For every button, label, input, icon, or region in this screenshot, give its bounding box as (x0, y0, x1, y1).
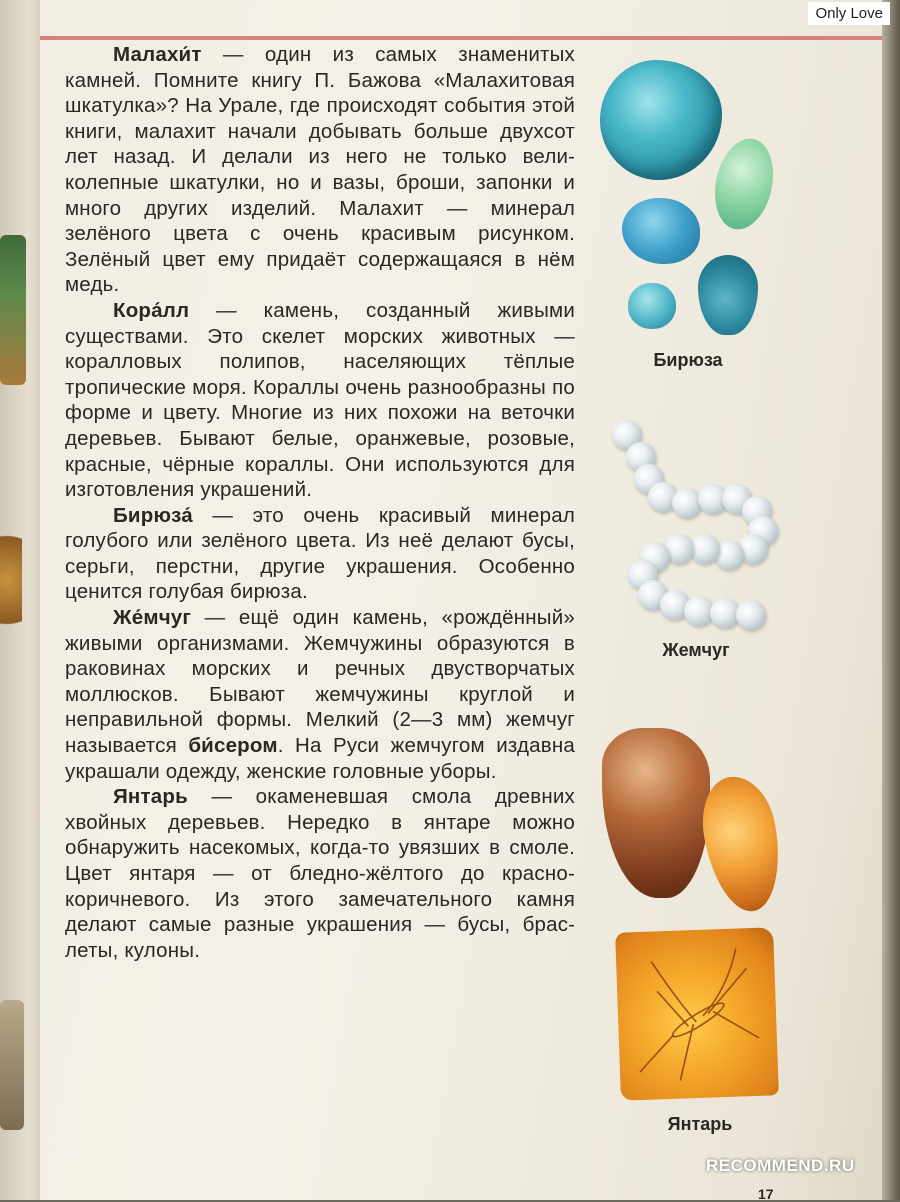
caption-pearl: Жемчуг (662, 640, 730, 660)
amber-stone-image (695, 771, 790, 917)
term-coral: Кора́лл (113, 298, 190, 322)
paragraph-text: — один из самых знаменитых камней. Помните книгу П. Бажова «Малахитовая шкатулка»? На Урале, где происходят события этой книги, малахит начали добывать больше двухсот лет назад. И делали из него не только великолепные шкатулки, но и вазы, броши, запонки и много других изделий. Малахит — минерал зелёного цвета с очень красивым рисунком. Зелёный цвет ему придаёт содержащаяся в нём медь. (65, 43, 575, 297)
term-malachite: Малахи́т (113, 43, 202, 66)
caption-turquoise: Бирюза (653, 350, 723, 370)
paragraph-pearl (65, 605, 575, 784)
paragraph-amber (65, 784, 575, 963)
paragraph-coral (65, 298, 575, 503)
previous-page-illustration (0, 1000, 24, 1130)
turquoise-stone-image (622, 198, 700, 264)
paragraph-text: — камень, созданный живыми существами. Это скелет морских животных — коралловых полипов, населяющих тёплые тропические моря. Кораллы очень разнообразны по форме и цвету. Многие из них похожи на веточки деревьев. Бывают белые, оранжевые, розовые, красные, чёрные кораллы. Они используются для изготовления украшений. (65, 298, 575, 502)
header-rule (40, 36, 882, 40)
recommend-logo: RECOMMEND.RU (706, 1156, 855, 1175)
caption-amber: Янтарь (667, 1114, 733, 1134)
article-text (65, 42, 575, 963)
paragraph-text: — окаменевшая смола древних хвойных деревьев. Нередко в янтаре можно обнаружить насекомых, когда-то увязших в смоле. Цвет янтаря — от бледно-жёлтого до красно-коричневого. Из этого замечательного камня делают самые разные украшения — бусы, браслеты, кулоны. (65, 785, 575, 962)
term-pearl: Же́мчуг (113, 606, 192, 630)
paragraph-text: — ещё один камень, «рождённый» живыми организмами. Жемчужины образуются в раковинах морских и речных двустворчатых моллюсков. Бывают жемчужины круглой и неправильной формы. Мелкий (2—3 мм) жемчуг называется (65, 606, 575, 758)
pearl-bead (736, 600, 766, 630)
paragraph-turquoise (65, 503, 575, 605)
page-number: 17 (758, 1186, 774, 1202)
watermark-label: Only Love (808, 2, 890, 25)
term-turquoise: Бирюза́ (113, 503, 193, 527)
insect-icon (615, 927, 779, 1100)
turquoise-stone-image (600, 60, 722, 180)
paragraph-text: . На Руси жемчугом издавна украшали одежду, женские головные уборы. (65, 734, 575, 783)
previous-page-illustration (0, 520, 22, 640)
turquoise-stone-image (707, 133, 781, 235)
previous-page-illustration (0, 235, 26, 385)
paragraph-malachite (65, 42, 575, 298)
turquoise-stone-image (628, 283, 676, 329)
term-amber: Янтарь (113, 785, 188, 809)
paragraph-text: — это очень красивый минерал голубого или зелёного цвета. Из неё делают бусы, серьги, перстни, другие украшения. Особенно ценится голубая бирюза. (65, 503, 575, 604)
amber-with-insect-image (615, 927, 779, 1100)
term-beads: би́сером (188, 734, 278, 758)
page-edge-shadow (882, 0, 900, 1200)
pearl-bead (672, 488, 702, 518)
previous-page-edge (0, 0, 40, 1200)
turquoise-stone-image (698, 255, 758, 335)
pearl-bead (690, 534, 720, 564)
amber-stone-image (602, 728, 710, 898)
